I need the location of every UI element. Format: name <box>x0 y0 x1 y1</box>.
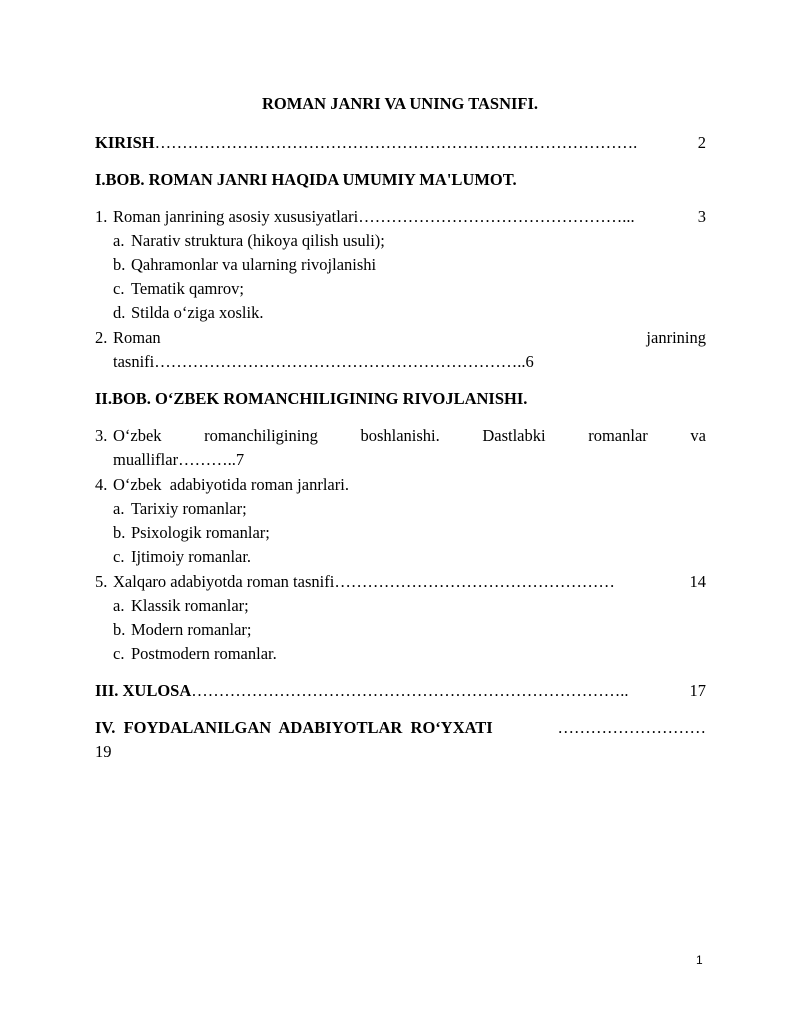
toc-entry-label: KIRISH <box>95 133 155 152</box>
toc-chapter-1: I.BOB. ROMAN JANRI HAQIDA UMUMIY MA'LUMOT. <box>95 170 517 189</box>
toc-entry-number: 1. <box>95 207 108 226</box>
toc-subentry <box>113 499 724 519</box>
toc-entry-word: boshlanishi. <box>360 426 440 445</box>
toc-leader-dots: ……….. <box>178 450 236 469</box>
toc-entry-number: 3. <box>95 426 108 445</box>
subentry-text: Modern romanlar; <box>131 620 252 639</box>
subentry-letter: c. <box>113 644 125 663</box>
subentry-text: Qahramonlar va ularning rivojlanishi <box>131 255 377 274</box>
subentry-letter: b. <box>113 620 126 639</box>
toc-subentry <box>113 620 724 640</box>
subentry-letter: b. <box>113 523 126 542</box>
toc-entry-label: III. XULOSA <box>95 681 192 700</box>
toc-entry-label: tasnifi <box>113 352 155 371</box>
toc-entry-4 <box>95 475 706 495</box>
toc-entry-3 <box>95 426 706 446</box>
toc-entry-label: mualliflar <box>113 450 179 469</box>
toc-page-number: 7 <box>235 450 245 469</box>
toc-entry-2 <box>95 328 706 348</box>
toc-entry-word: romanlar <box>588 426 648 445</box>
subentry-text: Stilda o‘ziga xoslik. <box>131 303 264 322</box>
subentry-letter: a. <box>113 231 125 250</box>
toc-subentry <box>113 231 724 251</box>
toc-entry-references <box>95 718 706 738</box>
toc-entry-number: 5. <box>95 572 108 591</box>
toc-entry-label: Xalqaro adabiyotda roman tasnifi <box>113 572 335 591</box>
toc-subentry <box>113 523 724 543</box>
toc-leader-dots: ……………………… <box>557 718 706 737</box>
toc-entry-references-page: 19 <box>95 742 112 761</box>
toc-page-number: 6 <box>525 352 534 371</box>
toc-entry-kirish <box>95 133 706 153</box>
subentry-letter: c. <box>113 547 125 566</box>
toc-entry-word: Roman <box>113 328 161 347</box>
toc-entry-5 <box>95 572 706 592</box>
toc-subentry <box>113 255 724 275</box>
toc-leader-dots: …………………………………………………………………….. <box>191 681 629 700</box>
toc-entry-label: O‘zbek adabiyotida roman janrlari. <box>113 475 349 494</box>
subentry-text: Narativ struktura (hikoya qilish usuli); <box>131 231 385 250</box>
subentry-text: Tarixiy romanlar; <box>131 499 247 518</box>
toc-page-number: 14 <box>689 572 706 591</box>
subentry-letter: d. <box>113 303 126 322</box>
toc-page-number: 17 <box>689 681 706 700</box>
toc-entry-word: romanchiligining <box>204 426 318 445</box>
toc-page-number: 2 <box>697 133 706 152</box>
toc-entry-word: O‘zbek <box>113 426 162 445</box>
toc-entry-2-continued <box>113 352 724 372</box>
toc-entry-number: 4. <box>95 475 108 494</box>
toc-leader-dots: …………………………………………... <box>358 207 635 226</box>
toc-entry-1 <box>95 207 706 227</box>
toc-entry-word: Dastlabki <box>482 426 546 445</box>
subentry-text: Klassik romanlar; <box>131 596 249 615</box>
toc-leader-dots: ………………………………………………………….. <box>154 352 526 371</box>
toc-entry-word: janrining <box>646 328 706 347</box>
toc-subentry <box>113 279 724 299</box>
subentry-text: Psixologik romanlar; <box>131 523 270 542</box>
subentry-text: Postmodern romanlar. <box>131 644 277 663</box>
toc-entry-word-group <box>95 426 162 446</box>
toc-subentry <box>113 303 724 323</box>
toc-subentry <box>113 644 724 664</box>
page-number: 1 <box>696 953 703 967</box>
subentry-text: Tematik qamrov; <box>131 279 244 298</box>
toc-entry-number: 2. <box>95 328 108 347</box>
document-title: ROMAN JANRI VA UNING TASNIFI. <box>261 94 539 113</box>
subentry-letter: a. <box>113 596 125 615</box>
toc-entry-xulosa <box>95 681 706 701</box>
toc-entry-word: va <box>690 426 706 445</box>
toc-page-number: 3 <box>697 207 706 226</box>
toc-entry-3-continued <box>113 450 724 470</box>
toc-subentry <box>113 547 724 567</box>
toc-subentry <box>113 596 724 616</box>
toc-leader-dots: ……………………………………………………………………………. <box>154 133 638 152</box>
toc-chapter-2: II.BOB. O‘ZBEK ROMANCHILIGINING RIVOJLANISHI. <box>95 389 528 408</box>
toc-entry-label: Roman janrining asosiy xususiyatlari <box>113 207 359 226</box>
subentry-letter: a. <box>113 499 125 518</box>
subentry-letter: c. <box>113 279 125 298</box>
subentry-text: Ijtimoiy romanlar. <box>131 547 252 566</box>
subentry-letter: b. <box>113 255 126 274</box>
toc-leader-dots: …………………………………………… <box>334 572 615 591</box>
toc-entry-label: IV. FOYDALANILGAN ADABIYOTLAR RO‘YXATI <box>95 718 493 737</box>
